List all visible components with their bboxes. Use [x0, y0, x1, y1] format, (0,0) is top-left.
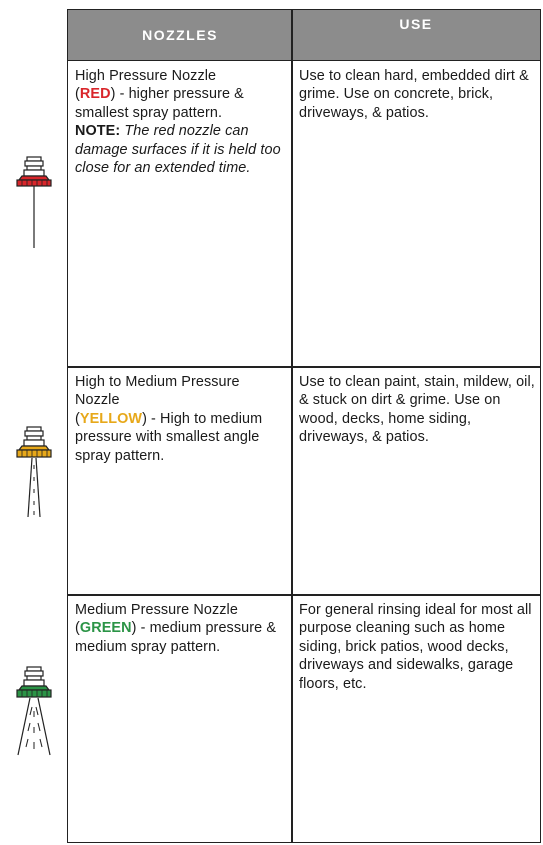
note-text: The red nozzle can damage surfaces if it is held too close for an extended time.	[75, 123, 281, 177]
color-word-green: GREEN	[79, 620, 132, 637]
note-label: NOTE:	[75, 123, 121, 140]
nozzle-name: High to Medium Pressure Nozzle	[75, 374, 240, 409]
use-red-nozzle: Use to clean hard, embedded dirt & grime. Use on concrete, brick, driveways, & patios.	[299, 68, 529, 121]
row-divider	[68, 594, 540, 596]
nozzle-description: ) - higher pressure & smallest spray pattern.	[75, 86, 244, 121]
nozzle-name: Medium Pressure Nozzle	[75, 602, 238, 618]
column-divider	[291, 10, 293, 842]
header-nozzles: NOZZLES	[142, 27, 218, 43]
row-divider	[68, 366, 540, 368]
table-row-green-nozzle	[75, 601, 287, 656]
use-yellow-nozzle: Use to clean paint, stain, mildew, oil, & stuck on dirt & grime. Use on wood, decks, home siding, driveways, & patios.	[299, 374, 535, 446]
nozzle-description: ) - medium pressure & medium spray pattern.	[75, 620, 277, 655]
paren: (	[75, 620, 80, 637]
paren: (	[75, 86, 80, 103]
red-nozzle-icon	[10, 155, 60, 250]
nozzle-name: High Pressure Nozzle	[75, 68, 217, 84]
nozzle-description: ) - High to medium pressure with smallest angle spray pattern.	[75, 410, 263, 464]
paren: (	[75, 410, 80, 427]
table-header	[68, 10, 540, 61]
color-word-red: RED	[79, 86, 111, 103]
table-row-red-nozzle	[75, 67, 287, 177]
yellow-nozzle-icon	[10, 425, 60, 520]
green-nozzle-icon	[10, 665, 60, 760]
header-use: USE	[399, 16, 433, 32]
use-green-nozzle: For general rinsing ideal for most all purpose cleaning such as home siding, brick patios, wood decks, driveways and sidewalks, garage floors, etc.	[299, 602, 532, 692]
color-word-yellow: YELLOW	[79, 410, 143, 427]
table-row-yellow-nozzle	[75, 373, 287, 465]
nozzle-table	[67, 9, 541, 843]
